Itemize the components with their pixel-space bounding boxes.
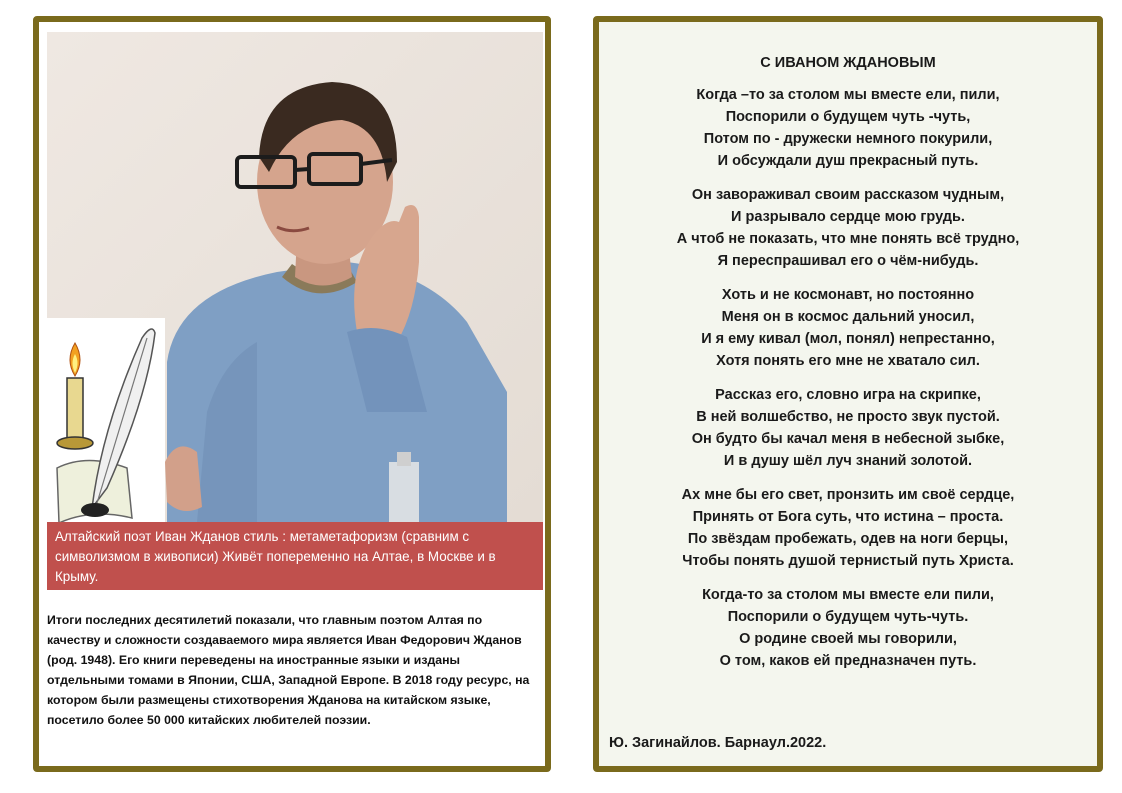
poem-line: И разрывало сердце мою грудь. bbox=[731, 209, 965, 225]
caption-band: Алтайский поэт Иван Жданов стиль : метаметафоризм (сравним с символизмом в живописи) Живёт попеременно на Алтае, в Москве и в Крыму. bbox=[47, 522, 543, 590]
stanza bbox=[605, 584, 1091, 672]
poem-line: Поспорили о будущем чуть-чуть. bbox=[727, 609, 969, 625]
stanza bbox=[605, 384, 1091, 472]
poem-line: Он завораживал своим рассказом чудным, bbox=[691, 187, 1005, 203]
poem-line: Поспорили о будущем чуть -чуть, bbox=[725, 109, 971, 125]
summary-text: Итоги последних десятилетий показали, что главным поэтом Алтая по качеству и сложности создаваемого мира является Иван Федорович Жданов (род. 1948). Его книги переведены на иностранные языки и изданы отдельными томами в Японии, США, Западной Европе. В 2018 году ресурс, на котором были размещены стихотворения Жданова на китайском языке, посетило более 50 000 китайских любителей поэзии. bbox=[47, 613, 530, 727]
poem-line: Когда-то за столом мы вместе ели пили, bbox=[702, 587, 994, 603]
poem-line: Потом по - дружески немного покурили, bbox=[703, 131, 993, 147]
candle-and-quill-inset bbox=[47, 318, 165, 522]
stanza bbox=[605, 184, 1091, 272]
poem-line: И я ему кивал (мол, понял) непрестанно, bbox=[701, 331, 995, 347]
poem-line: Рассказ его, словно игра на скрипке, bbox=[715, 387, 981, 403]
poet-photo bbox=[47, 32, 543, 522]
poem-line: Я переспрашивал его о чём-нибудь. bbox=[717, 253, 979, 269]
stanza bbox=[605, 84, 1091, 172]
poem-line: В ней волшебство, не просто звук пустой. bbox=[696, 409, 1000, 425]
poem-line: О том, каков ей предназначен путь. bbox=[719, 653, 977, 669]
poem-line: О родине своей мы говорили, bbox=[739, 631, 957, 647]
poem-line: По звёздам пробежать, одев на ноги берцы, bbox=[687, 531, 1009, 547]
stanza bbox=[605, 484, 1091, 572]
poem-line: И в душу шёл луч знаний золотой. bbox=[723, 453, 973, 469]
signature: Ю. Загинайлов. Барнаул.2022. bbox=[609, 735, 827, 751]
poem-line: Хоть и не космонавт, но постоянно bbox=[721, 287, 975, 303]
poem-line: Меня он в космос дальний уносил, bbox=[721, 309, 975, 325]
poem-title: С ИВАНОМ ЖДАНОВЫМ bbox=[760, 55, 936, 71]
right-panel bbox=[593, 16, 1103, 772]
candle-and-quill-icon bbox=[47, 318, 165, 522]
poem bbox=[605, 54, 1091, 684]
poem-line: Принять от Бога суть, что истина – проста. bbox=[692, 509, 1004, 525]
poem-line: А чтоб не показать, что мне понять всё трудно, bbox=[676, 231, 1020, 247]
poem-line: Хотя понять его мне не хватало сил. bbox=[716, 353, 980, 369]
poem-line: Ах мне бы его свет, пронзить им своё сердце, bbox=[681, 487, 1015, 503]
poem-line: Он будто бы качал меня в небесной зыбке, bbox=[691, 431, 1005, 447]
poem-line: Чтобы понять душой тернистый путь Христа. bbox=[682, 553, 1014, 569]
stanza bbox=[605, 284, 1091, 372]
poem-line: Когда –то за столом мы вместе ели, пили, bbox=[696, 87, 1000, 103]
poem-line: И обсуждали душ прекрасный путь. bbox=[717, 153, 979, 169]
left-panel bbox=[33, 16, 551, 772]
